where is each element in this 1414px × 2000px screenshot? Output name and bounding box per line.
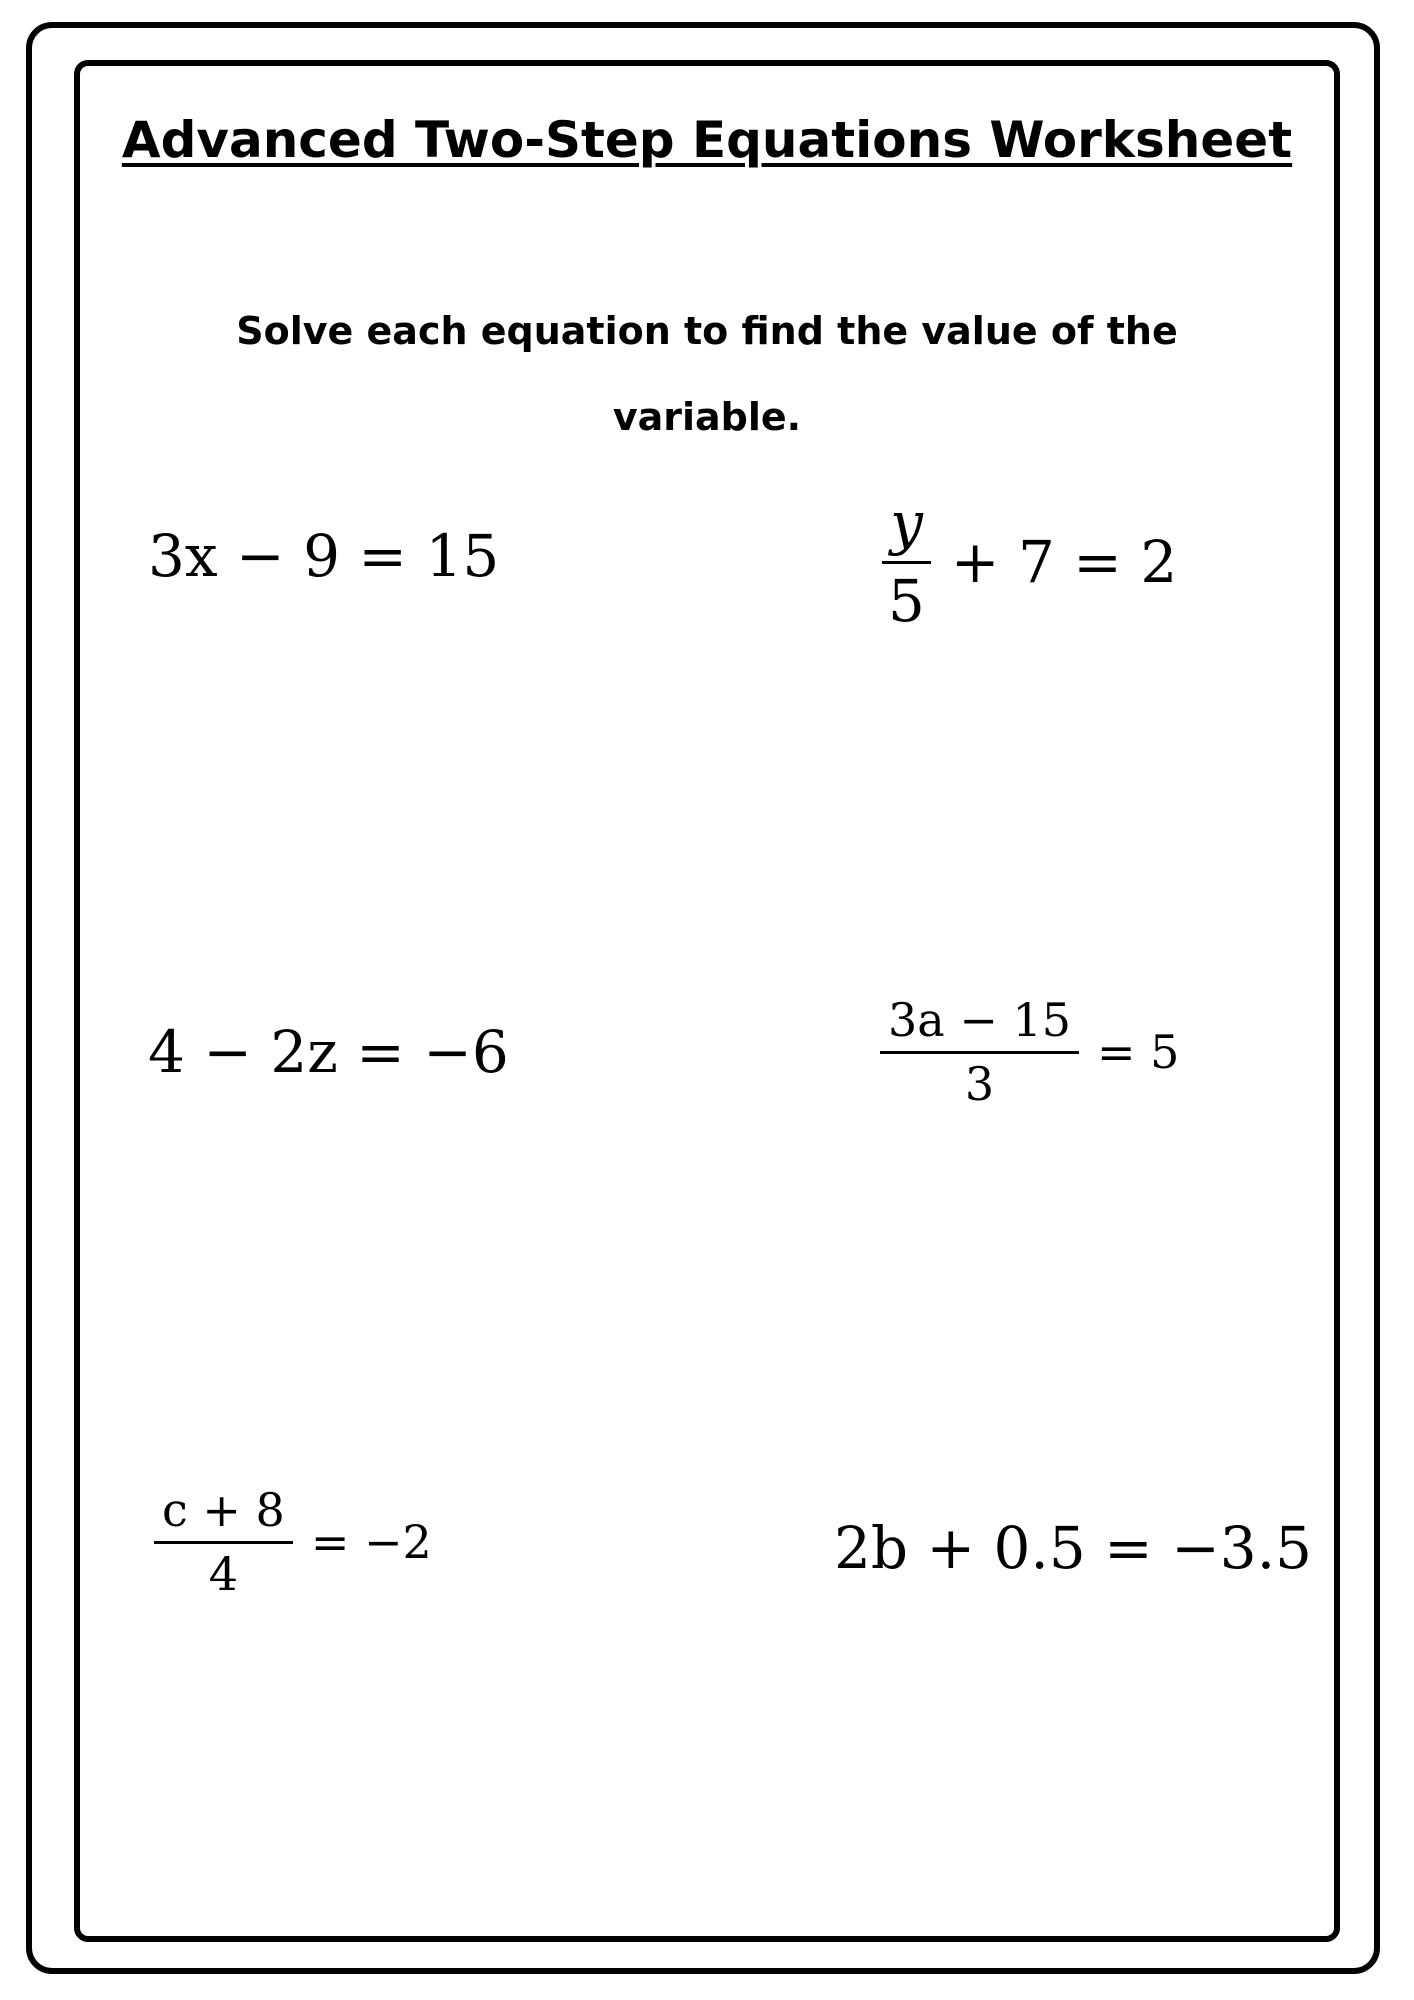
equation-5-denominator: 4 [208,1546,239,1601]
equation-3-text: 4 − 2z = −6 [148,1018,509,1086]
equation-3 [148,1018,509,1086]
equation-2-fraction [880,490,933,634]
equation-4 [880,994,1179,1111]
equation-6-text: 2b + 0.5 = −3.5 [834,1514,1313,1582]
equation-1-text: 3x − 9 = 15 [148,522,500,590]
equation-2-rest: + 7 = 2 [950,528,1178,597]
equation-4-rest: = 5 [1097,1025,1180,1080]
equation-5 [154,1484,432,1601]
equation-5-rest: = −2 [310,1515,432,1570]
equation-1 [148,522,499,590]
equation-2-numerator: y [882,490,931,564]
equation-4-denominator: 3 [964,1056,995,1111]
worksheet-instructions: Solve each equation to find the value of the variable. [236,309,1178,439]
equation-4-numerator: 3a − 15 [880,994,1079,1054]
equation-2-denominator: 5 [888,566,925,635]
equation-5-fraction [154,1484,293,1601]
equation-5-numerator: c + 8 [154,1484,293,1544]
worksheet-title: Advanced Two-Step Equations Worksheet [121,111,1293,169]
equation-2 [880,490,1177,634]
equation-6 [834,1514,1312,1582]
equation-4-fraction [880,994,1079,1111]
